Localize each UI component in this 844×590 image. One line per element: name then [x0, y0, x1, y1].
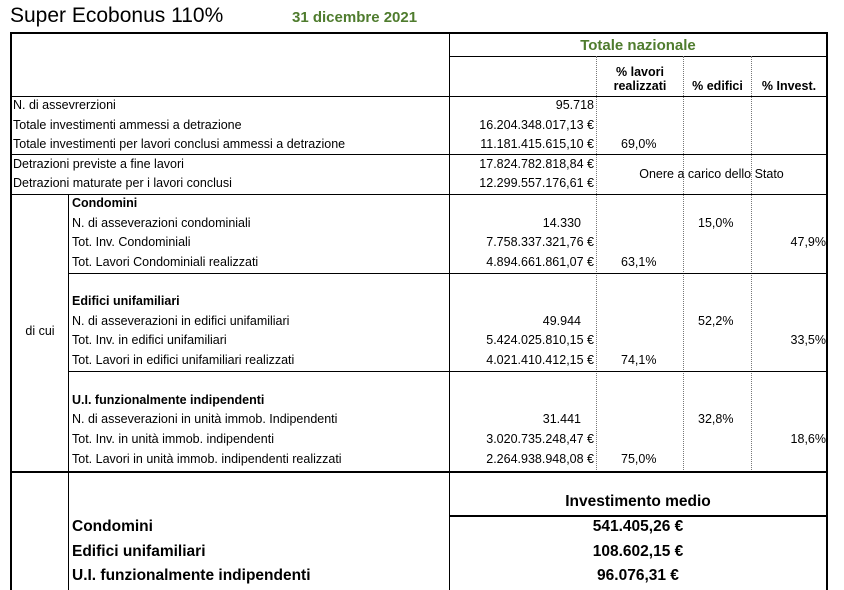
group-row-pct-lavori: 75,0%: [621, 452, 657, 466]
summary-bottom-line: [10, 154, 828, 155]
investment-label: Edifici unifamiliari: [72, 543, 206, 560]
unifamiliari-bottom-line: [68, 371, 828, 372]
col-header-pct-edifici: % edifici: [692, 79, 743, 93]
group-row-pct-lavori: 74,1%: [621, 353, 657, 367]
group-row-pct-lavori: 63,1%: [621, 255, 657, 269]
group-row-value: 31.441: [542, 412, 581, 426]
detraction-value: 12.299.557.176,61 €: [479, 176, 594, 190]
header-divider: [449, 56, 827, 57]
investment-label: U.I. funzionalmente indipendenti: [72, 567, 311, 584]
condomini-bottom-line: [68, 273, 828, 274]
investment-title: Investimento medio: [565, 493, 711, 510]
group-row-value: 3.020.735.248,47 €: [486, 432, 594, 446]
table-left-border: [10, 32, 12, 590]
onere-note: Onere a carico dello Stato: [639, 167, 784, 181]
group-row-value: 14.330: [542, 216, 581, 230]
group-title-condomini: Condomini: [72, 196, 138, 210]
group-row-label: Tot. Inv. in unità immob. indipendenti: [72, 432, 274, 446]
pct-invest-column-line: [751, 56, 752, 472]
group-row-label: Tot. Lavori Condominiali realizzati: [72, 255, 259, 269]
summary-value: 16.204.348.017,13 €: [479, 118, 594, 132]
group-row-label: Tot. Inv. Condominiali: [72, 235, 191, 249]
section-title: Totale nazionale: [580, 37, 696, 54]
detraction-label: Detrazioni previste a fine lavori: [13, 157, 184, 171]
investment-label: Condomini: [72, 518, 153, 535]
group-row-value: 7.758.337.321,76 €: [486, 235, 594, 249]
group-row-pct-invest: 33,5%: [790, 333, 826, 347]
di-cui-label: di cui: [25, 324, 55, 338]
detraction-bottom-line: [10, 194, 828, 195]
col-header-pct-lavori-line2: realizzati: [613, 79, 667, 93]
group-row-pct-edifici: 32,8%: [698, 412, 734, 426]
table-right-border: [826, 32, 828, 590]
group-title-unifamiliari: Edifici unifamiliari: [72, 294, 180, 308]
group-title-ui-indipendenti: U.I. funzionalmente indipendenti: [72, 393, 265, 407]
group-row-label: N. di asseverazioni in edifici unifamiliari: [72, 314, 290, 328]
summary-value: 11.181.415.615,10 €: [480, 137, 594, 151]
di-cui-column-line: [68, 194, 69, 590]
group-row-value: 4.021.410.412,15 €: [486, 353, 594, 367]
group-row-pct-invest: 47,9%: [790, 235, 826, 249]
summary-label: Totale investimenti ammessi a detrazione: [13, 118, 242, 132]
group-row-label: N. di asseverazioni condominiali: [72, 216, 251, 230]
report-date: 31 dicembre 2021: [292, 9, 418, 26]
investment-value: 541.405,26 €: [592, 518, 684, 535]
page-title: Super Ecobonus 110%: [10, 4, 224, 27]
investment-value: 96.076,31 €: [597, 567, 679, 584]
group-row-value: 2.264.938.948,08 €: [486, 452, 594, 466]
header-bottom-line: [10, 96, 828, 97]
detraction-value: 17.824.782.818,84 €: [479, 157, 594, 171]
detraction-label: Detrazioni maturate per i lavori conclusi: [13, 176, 232, 190]
col-header-pct-lavori-line1: % lavori: [616, 65, 664, 79]
group-row-label: Tot. Lavori in edifici unifamiliari realizzati: [72, 353, 295, 367]
group-row-value: 5.424.025.810,15 €: [486, 333, 594, 347]
col-header-pct-invest: % Invest.: [761, 79, 817, 93]
col-header-pct-lavori: [597, 65, 683, 93]
table-top-border: [10, 32, 828, 34]
group-row-label: Tot. Inv. in edifici unifamiliari: [72, 333, 227, 347]
summary-label: Totale investimenti per lavori conclusi ammessi a detrazione: [13, 137, 346, 151]
investment-header-line: [449, 515, 828, 517]
investment-value: 108.602,15 €: [592, 543, 684, 560]
detail-bottom-line: [10, 471, 828, 473]
group-row-pct-edifici: 52,2%: [698, 314, 734, 328]
group-row-value: 49.944: [542, 314, 581, 328]
summary-value: 95.718: [555, 98, 594, 112]
group-row-label: Tot. Lavori in unità immob. indipendenti realizzati: [72, 452, 342, 466]
group-row-pct-invest: 18,6%: [790, 432, 826, 446]
group-row-label: N. di asseverazioni in unità immob. Indipendenti: [72, 412, 338, 426]
group-row-pct-edifici: 15,0%: [698, 216, 734, 230]
summary-label: N. di assevrerzioni: [13, 98, 116, 112]
group-row-value: 4.894.661.861,07 €: [486, 255, 594, 269]
pct-lavori-column-line: [596, 56, 597, 472]
summary-pct: 69,0%: [621, 137, 657, 151]
pct-edifici-column-line: [683, 56, 684, 472]
